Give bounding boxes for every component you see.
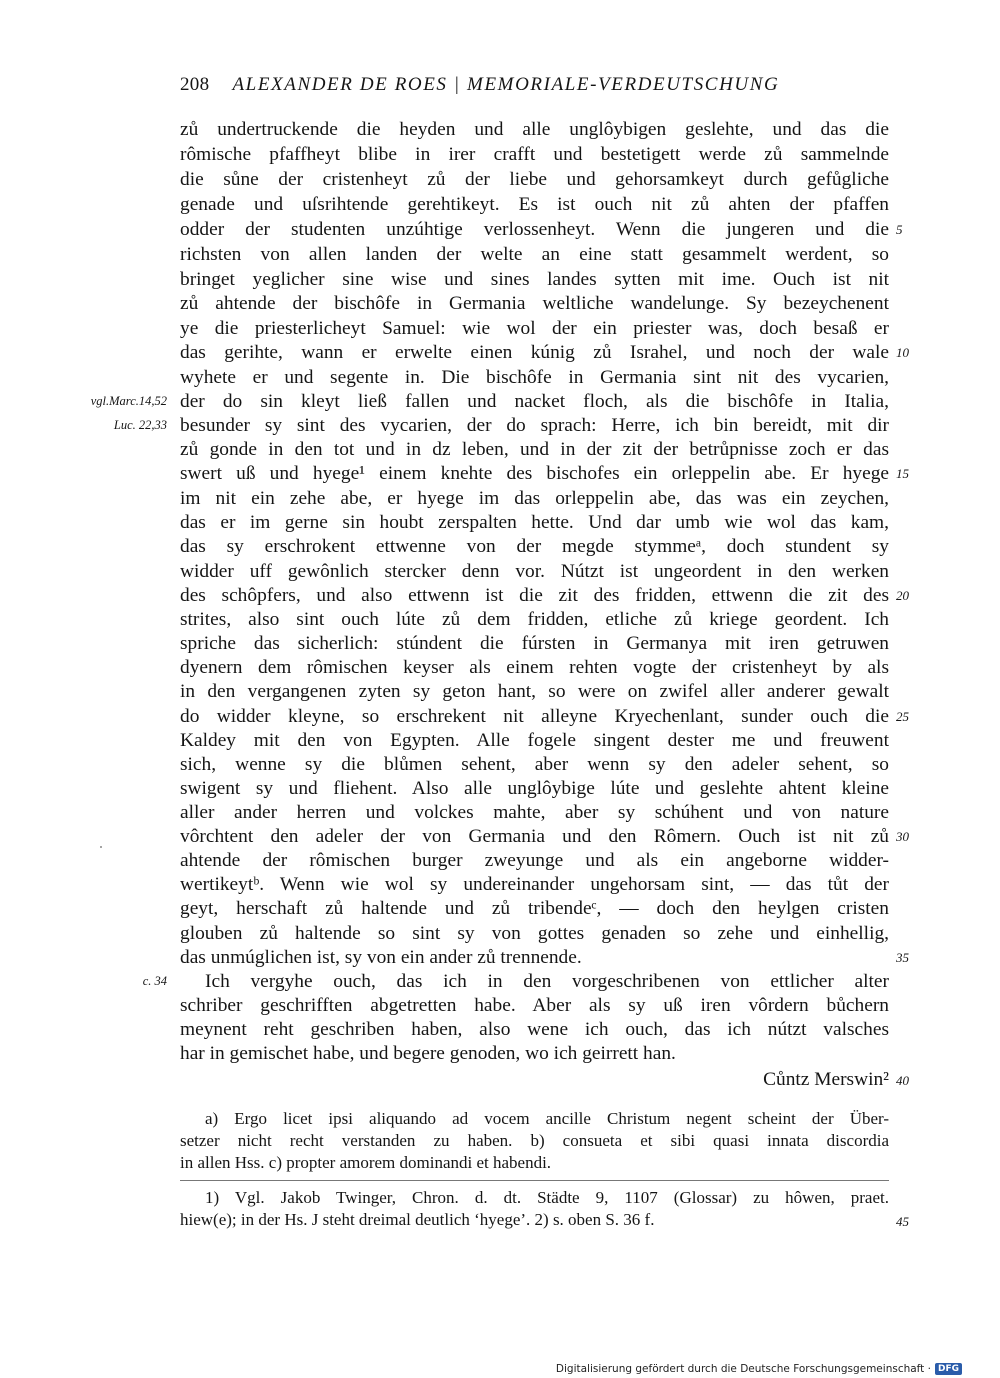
line-number: 15 (896, 466, 909, 481)
footnote-rule (180, 1180, 889, 1181)
line-number: 10 (896, 345, 909, 360)
text-line: ye die priesterlicheyt Samuel: wie wol der ein priester was, doch besaß er (180, 318, 889, 339)
text-line: meynent reht geschriben haben, also wene ich ouch, das ich nútzt valsches (180, 1019, 889, 1040)
line-number: 30 (896, 829, 909, 844)
apparatus-line: a) Ergo licet ipsi aliquando ad vocem ancille Christum negent scheint der Über- (205, 1109, 889, 1128)
scan-speck (100, 846, 102, 848)
text-line: geyt, herschaft zů haltende und zů tribendeᶜ, — doch den heylgen cristen (180, 898, 889, 919)
digitization-footer (556, 1363, 962, 1375)
text-line: ahtende der rômischen burger zweyunge und als ein angeborne widder- (180, 850, 889, 871)
text-line: im nit ein zehe abe, er hyege im das orleppelin abe, das was ein zeychen, (180, 488, 889, 509)
line-number: 20 (896, 588, 909, 603)
text-line: do widder kleyne, so erschrekent nit alleyne Kryechenlant, sunder ouch die (180, 706, 889, 727)
text-line: swert uß und hyege¹ einem knehte des bischofes ein orleppelin abe. Er hyege (180, 463, 889, 484)
text-line: wertikeytᵇ. Wenn wie wol sy undereinander ungehorsam sint, — das tůt der (180, 874, 889, 895)
line-number: 45 (896, 1214, 909, 1229)
text-line: besunder sy sint des vycarien, der do sprach: Herre, ich bin bereidt, mit dir (180, 415, 889, 436)
text-line: rômische pfaffheyt blibe in irer crafft und bestetigett werde zů sammelnde (180, 144, 889, 165)
text-line: das gerihte, wann er erwelte einen kúnig zů Israhel, und noch der wale (180, 342, 889, 363)
text-line: schriber geschrifften abgetretten habe. Aber als sy uß iren vôrdern bůchern (180, 995, 889, 1016)
text-line: das sy erschrokent ettwenne von der megde stymmeᵃ, doch stundent sy (180, 536, 889, 557)
text-line: wyhete er und segente in. Die bischôfe in Germania sint nit des vycarien, (180, 367, 889, 388)
running-header (180, 74, 900, 96)
text-line: Ich vergyhe ouch, das ich in den vorgeschribenen von ettlicher alter (205, 971, 889, 992)
text-line: das unmúglichen ist, sy von ein ander zů trennende. (180, 947, 582, 968)
text-line: genade und uſsrihtende gerehtikeyt. Es ist ouch nit zů ahten der pfaffen (180, 194, 889, 215)
margin-note: c. 34 (142, 974, 167, 988)
text-line: des schôpfers, und also ettwenn ist die zit des fridden, ettwenn die zit des (180, 585, 889, 606)
dfg-logo-icon: DFG (935, 1363, 962, 1375)
footer-text: Digitalisierung gefördert durch die Deutsche Forschungsgemeinschaft · (555, 1363, 931, 1375)
text-line: har in gemischet habe, und begere genoden, wo ich geirrett han. (180, 1043, 676, 1064)
line-number: 5 (896, 222, 903, 237)
line-number: 40 (896, 1073, 909, 1088)
text-line: widder uff gewônlich stercker denn vor. Nútzt ist ungeordent in den werken (180, 561, 889, 582)
text-line: in den vergangenen zyten sy geton hant, so were on zwifel aller anderer gewalt (180, 681, 889, 702)
footnote-line: 1) Vgl. Jakob Twinger, Chron. d. dt. Städte 9, 1107 (Glossar) zu hôwen, praet. (205, 1188, 889, 1207)
text-line: swigent sy und fliehent. Also alle unglôybige lúte und geslehte ahtent kleine (180, 778, 889, 799)
text-line: sich, wenne sy die blůmen sehent, aber wenn sy den adeler sehent, so (180, 754, 889, 775)
line-number: 35 (896, 950, 909, 965)
text-line: aller ander herren und volckes mahte, aber sy schúhent und von nature (180, 802, 889, 823)
text-line: richsten von allen landen der welte an eine statt gesammelt werdent, so (180, 244, 889, 265)
line-number: 25 (896, 709, 909, 724)
footnote-line: hiew(e); in der Hs. J steht dreimal deutlich ‘hyege’. 2) s. oben S. 36 f. (180, 1210, 655, 1229)
text-line: strites, also sint ouch lúte zů dem fridden, etliche zů kriege geordent. Ich (180, 609, 889, 630)
text-line: das er im gerne sin houbt zerspalten hette. Und dar umb wie wol das kam, (180, 512, 889, 533)
text-line: die sůne der cristenheyt zů der liebe und gehorsamkeyt durch gefůgliche (180, 169, 889, 190)
signature-line: Cůntz Merswin² (763, 1069, 889, 1090)
margin-note: vgl.Marc.14,52 (90, 394, 167, 408)
margin-note: Luc. 22,33 (113, 418, 167, 432)
text-line: bringet yeglicher sine wise und sines landes sytten mit ime. Ouch ist nit (180, 269, 889, 290)
text-line: der do sin kleyt ließ fallen und nacket floch, als die bischôfe in Italia, (180, 391, 889, 412)
text-line: Kaldey mit den von Egypten. Alle fogele singent dester me und freuwent (180, 730, 889, 751)
apparatus-line: in allen Hss. c) propter amorem dominandi et habendi. (180, 1153, 552, 1172)
text-line: vôrchtent den adeler der von Germania und den Rômern. Ouch ist nit zů (180, 826, 889, 847)
apparatus-line: setzer nicht recht verstanden zu haben. b) consueta et sibi quasi innata discordia (180, 1131, 889, 1150)
text-line: dyenern dem rômischen keyser als einem rehten vogte der cristenheyt by als (180, 657, 889, 678)
running-title: ALEXANDER DE ROES | MEMORIALE-VERDEUTSCHUNG (232, 74, 780, 95)
text-line: glouben zů haltende so sint sy von gottes genaden so zehe und einhellig, (180, 923, 889, 944)
text-line: zů gonde in den tot und in dz leben, und in der zit der betrůpnisse zoch er das (180, 439, 889, 460)
text-line: zů ahtende der bischôfe in Germania weltliche wandelunge. Sy bezeychenent (180, 293, 889, 314)
text-line: zů undertruckende die heyden und alle unglôybigen geslehte, und das die (180, 119, 889, 140)
text-line: odder der studenten unzúhtige verlossenheyt. Wenn die jungeren und die (180, 219, 889, 240)
text-line: spriche das sicherlich: stúndent die fúrsten in Germanya mit iren getruwen (180, 633, 889, 654)
page-number: 208 (180, 74, 210, 95)
